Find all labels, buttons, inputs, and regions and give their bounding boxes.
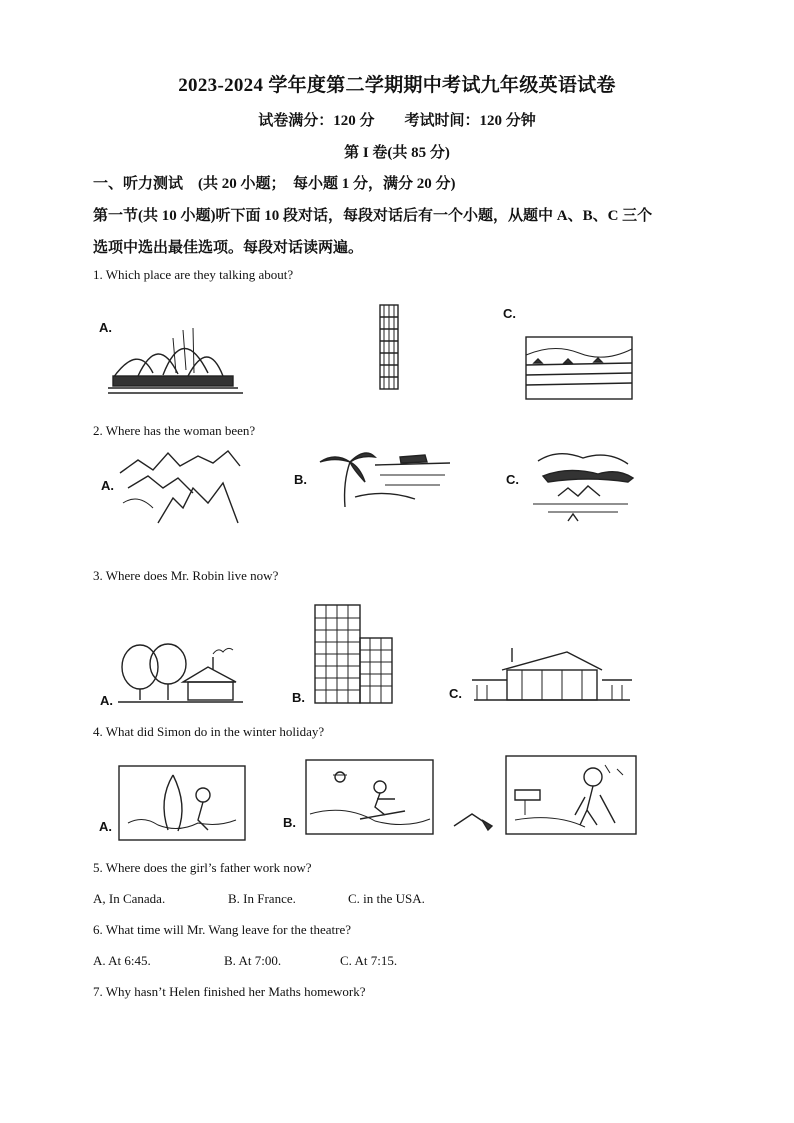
leaning-tower-image xyxy=(375,303,405,391)
q3-label-c: C. xyxy=(449,686,462,701)
beach-image xyxy=(315,447,450,512)
q5-option-b[interactable]: B. In France. xyxy=(228,891,296,906)
q2-label-b: B. xyxy=(294,472,307,487)
question-3: 3. Where does Mr. Robin live now? xyxy=(93,568,279,583)
hiking-image xyxy=(505,755,637,835)
q1-label-a: A. xyxy=(99,320,112,335)
exam-meta xyxy=(0,109,794,130)
part1-instructions-line1: 第一节(共 10 小题)听下面 10 段对话，每段对话后有一个小题，从题中 A、B、C 三个 xyxy=(93,208,653,224)
exam-time: 考试时间：120 分钟 xyxy=(404,113,536,129)
volume-heading: 第 I 卷(共 85 分) xyxy=(344,145,450,161)
sailing-image xyxy=(118,765,246,841)
great-wall-image xyxy=(524,335,634,401)
question-4: 4. What did Simon do in the winter holiday? xyxy=(93,724,325,739)
ski-equipment-icon xyxy=(452,808,494,830)
section-heading: 一、听力测试 (共 20 小题； 每小题 1 分，满分 20 分) xyxy=(93,176,456,192)
mountains-image xyxy=(118,448,243,523)
big-house-image xyxy=(472,640,632,705)
forest-lake-image xyxy=(528,446,638,524)
q2-label-a: A. xyxy=(101,478,114,493)
exam-title: 2023-2024 学年度第二学期期中考试九年级英语试卷 xyxy=(178,75,616,96)
part1-instructions-line2: 选项中选出最佳选项。每段对话读两遍。 xyxy=(93,240,364,256)
country-house-image xyxy=(118,642,243,704)
question-1: 1. Which place are they talking about? xyxy=(93,267,294,282)
question-6: 6. What time will Mr. Wang leave for the theatre? xyxy=(93,922,352,937)
question-2: 2. Where has the woman been? xyxy=(93,423,256,438)
skyscrapers-image xyxy=(310,600,395,704)
q1-label-c: C. xyxy=(503,306,516,321)
q6-option-c[interactable]: C. At 7:15. xyxy=(340,953,398,968)
q3-label-a: A. xyxy=(100,693,113,708)
q5-option-c[interactable]: C. in the USA. xyxy=(348,891,425,906)
q6-option-a[interactable]: A. At 6:45. xyxy=(93,953,151,968)
skiing-image xyxy=(305,759,434,835)
question-5: 5. Where does the girl’s father work now? xyxy=(93,860,312,875)
opera-house-image xyxy=(108,318,243,403)
q5-option-a[interactable]: A, In Canada. xyxy=(93,891,166,906)
q6-option-b[interactable]: B. At 7:00. xyxy=(224,953,282,968)
question-7: 7. Why hasn’t Helen finished her Maths homework? xyxy=(93,984,366,999)
q4-label-a: A. xyxy=(99,819,112,834)
q4-label-b: B. xyxy=(283,815,296,830)
q2-label-c: C. xyxy=(506,472,519,487)
q3-label-b: B. xyxy=(292,690,305,705)
full-score: 试卷满分：120 分 xyxy=(258,113,375,129)
